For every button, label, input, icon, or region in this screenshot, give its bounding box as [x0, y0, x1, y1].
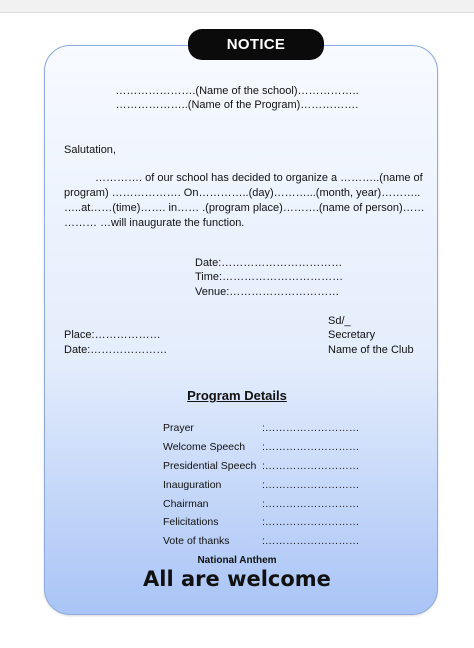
program-item-label: Vote of thanks	[163, 535, 230, 547]
body-line-3: …..at……(time)……. in…… .(program place)……….(name of person)……	[64, 202, 425, 214]
date-footer-line: Date:…………………	[64, 344, 168, 356]
body-line-4: ……… …will inaugurate the function.	[64, 217, 245, 229]
program-item-value: :………………………	[262, 460, 360, 472]
notice-title: NOTICE	[188, 29, 324, 60]
signature-role: Secretary	[328, 329, 376, 341]
program-name-line: ………………..(Name of the Program)…………….	[115, 99, 359, 111]
program-item-value: :………………………	[262, 441, 360, 453]
program-item-value: :………………………	[262, 516, 360, 528]
program-item-label: Inauguration	[163, 479, 222, 491]
all-are-welcome: All are welcome	[143, 567, 331, 591]
national-anthem: National Anthem	[197, 555, 277, 566]
program-item-label: Chairman	[163, 498, 209, 510]
body-line-2: program) ………………. On…………..(day)………...(month, year)………..	[64, 187, 421, 199]
signature-sd: Sd/_	[328, 315, 351, 327]
school-name-line: ………………….(Name of the school)……………..	[115, 85, 359, 97]
program-item-label: Prayer	[163, 422, 194, 434]
program-item-value: :………………………	[262, 498, 360, 510]
program-item-label: Welcome Speech	[163, 441, 246, 453]
program-item-value: :………………………	[262, 479, 360, 491]
signature-club: Name of the Club	[328, 344, 414, 356]
program-item-label: Felicitations	[163, 516, 219, 528]
program-item-label: Presidential Speech	[163, 460, 257, 472]
time-line: Time:……………………………	[195, 271, 344, 283]
venue-line: Venue:…………………………	[195, 286, 340, 298]
body-line-1: …………. of our school has decided to organize a ………..(name of	[95, 172, 423, 184]
salutation: Salutation,	[64, 144, 116, 156]
date-line: Date:……………………………	[195, 257, 343, 269]
program-details-heading: Program Details	[187, 388, 287, 403]
top-bar	[0, 0, 474, 13]
place-line: Place:………………	[64, 329, 161, 341]
program-item-value: :………………………	[262, 535, 360, 547]
program-item-value: :………………………	[262, 422, 360, 434]
